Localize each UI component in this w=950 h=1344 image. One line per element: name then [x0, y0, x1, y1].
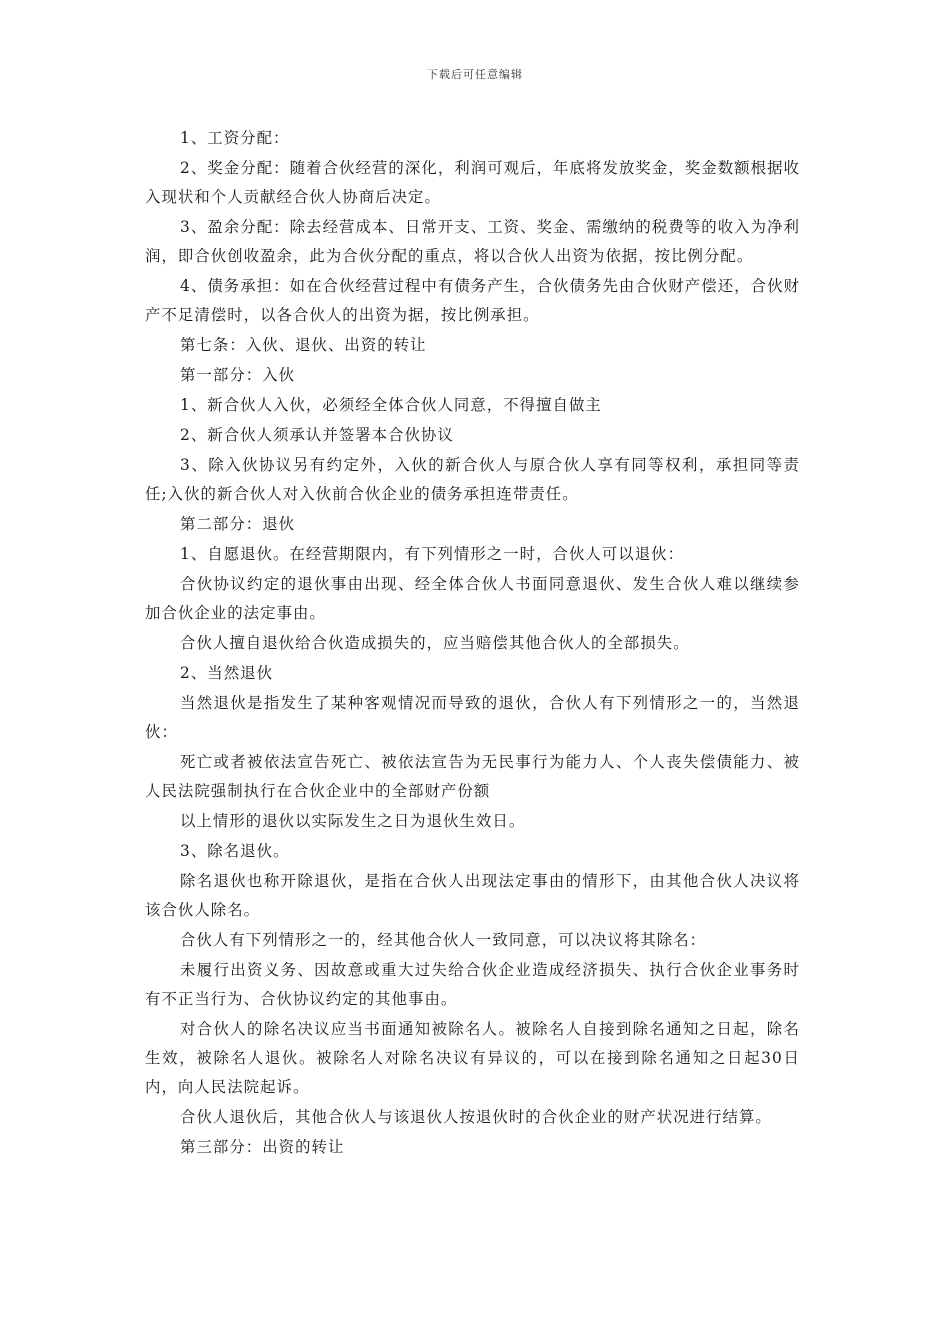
paragraph: 2、当然退伙: [180, 664, 274, 682]
subsection-heading: 第一部分：入伙: [180, 366, 296, 384]
paragraph: 合伙协议约定的退伙事由出现、经全体合伙人书面同意退伙、发生合伙人难以继续参加合伙企业的法定事由。: [145, 575, 800, 622]
subsection-heading: 第三部分：出资的转让: [180, 1138, 345, 1156]
paragraph: 1、新合伙人入伙，必须经全体合伙人同意，不得擅自做主: [180, 396, 602, 414]
paragraph: 1、自愿退伙。在经营期限内，有下列情形之一时，合伙人可以退伙：: [180, 545, 685, 563]
page-header: 下载后可任意编辑: [427, 68, 523, 81]
paragraph: 对合伙人的除名决议应当书面通知被除名人。被除名人自接到除名通知之日起，除名生效，被除名人退伙。被除名人对除名决议有异议的，可以在接到除名通知之日起30日内，向人民法院起诉。: [145, 1020, 800, 1096]
subsection-heading: 第二部分：退伙: [180, 515, 296, 533]
section-heading: 第七条：入伙、退伙、出资的转让: [180, 336, 427, 354]
paragraph: 3、盈余分配：除去经营成本、日常开支、工资、奖金、需缴纳的税费等的收入为净利润，即合伙创收盈余，此为合伙分配的重点，将以合伙人出资为依据，按比例分配。: [145, 218, 800, 265]
paragraph: 死亡或者被依法宣告死亡、被依法宣告为无民事行为能力人、个人丧失偿债能力、被人民法院强制执行在合伙企业中的全部财产份额: [145, 753, 800, 800]
paragraph: 3、除入伙协议另有约定外，入伙的新合伙人与原合伙人享有同等权利，承担同等责任;入伙的新合伙人对入伙前合伙企业的债务承担连带责任。: [145, 456, 800, 503]
paragraph: 4、债务承担：如在合伙经营过程中有债务产生，合伙债务先由合伙财产偿还，合伙财产不足清偿时，以各合伙人的出资为据，按比例承担。: [145, 277, 800, 324]
paragraph: 合伙人擅自退伙给合伙造成损失的，应当赔偿其他合伙人的全部损失。: [180, 634, 690, 652]
paragraph: 2、奖金分配：随着合伙经营的深化，利润可观后，年底将发放奖金，奖金数额根据收入现状和个人贡献经合伙人协商后决定。: [145, 159, 800, 206]
paragraph: 当然退伙是指发生了某种客观情况而导致的退伙，合伙人有下列情形之一的，当然退伙：: [145, 694, 800, 741]
paragraph: 以上情形的退伙以实际发生之日为退伙生效日。: [180, 812, 526, 830]
document-body: [145, 124, 800, 1163]
paragraph: 合伙人退伙后，其他合伙人与该退伙人按退伙时的合伙企业的财产状况进行结算。: [180, 1108, 772, 1126]
paragraph: 未履行出资义务、因故意或重大过失给合伙企业造成经济损失、执行合伙企业事务时有不正当行为、合伙协议约定的其他事由。: [145, 961, 800, 1008]
paragraph: 3、除名退伙。: [180, 842, 290, 860]
paragraph: 2、新合伙人须承认并签署本合伙协议: [180, 426, 454, 444]
paragraph: 1、工资分配：: [180, 129, 290, 147]
paragraph: 合伙人有下列情形之一的，经其他合伙人一致同意，可以决议将其除名：: [180, 931, 707, 949]
paragraph: 除名退伙也称开除退伙，是指在合伙人出现法定事由的情形下，由其他合伙人决议将该合伙人除名。: [145, 872, 800, 919]
